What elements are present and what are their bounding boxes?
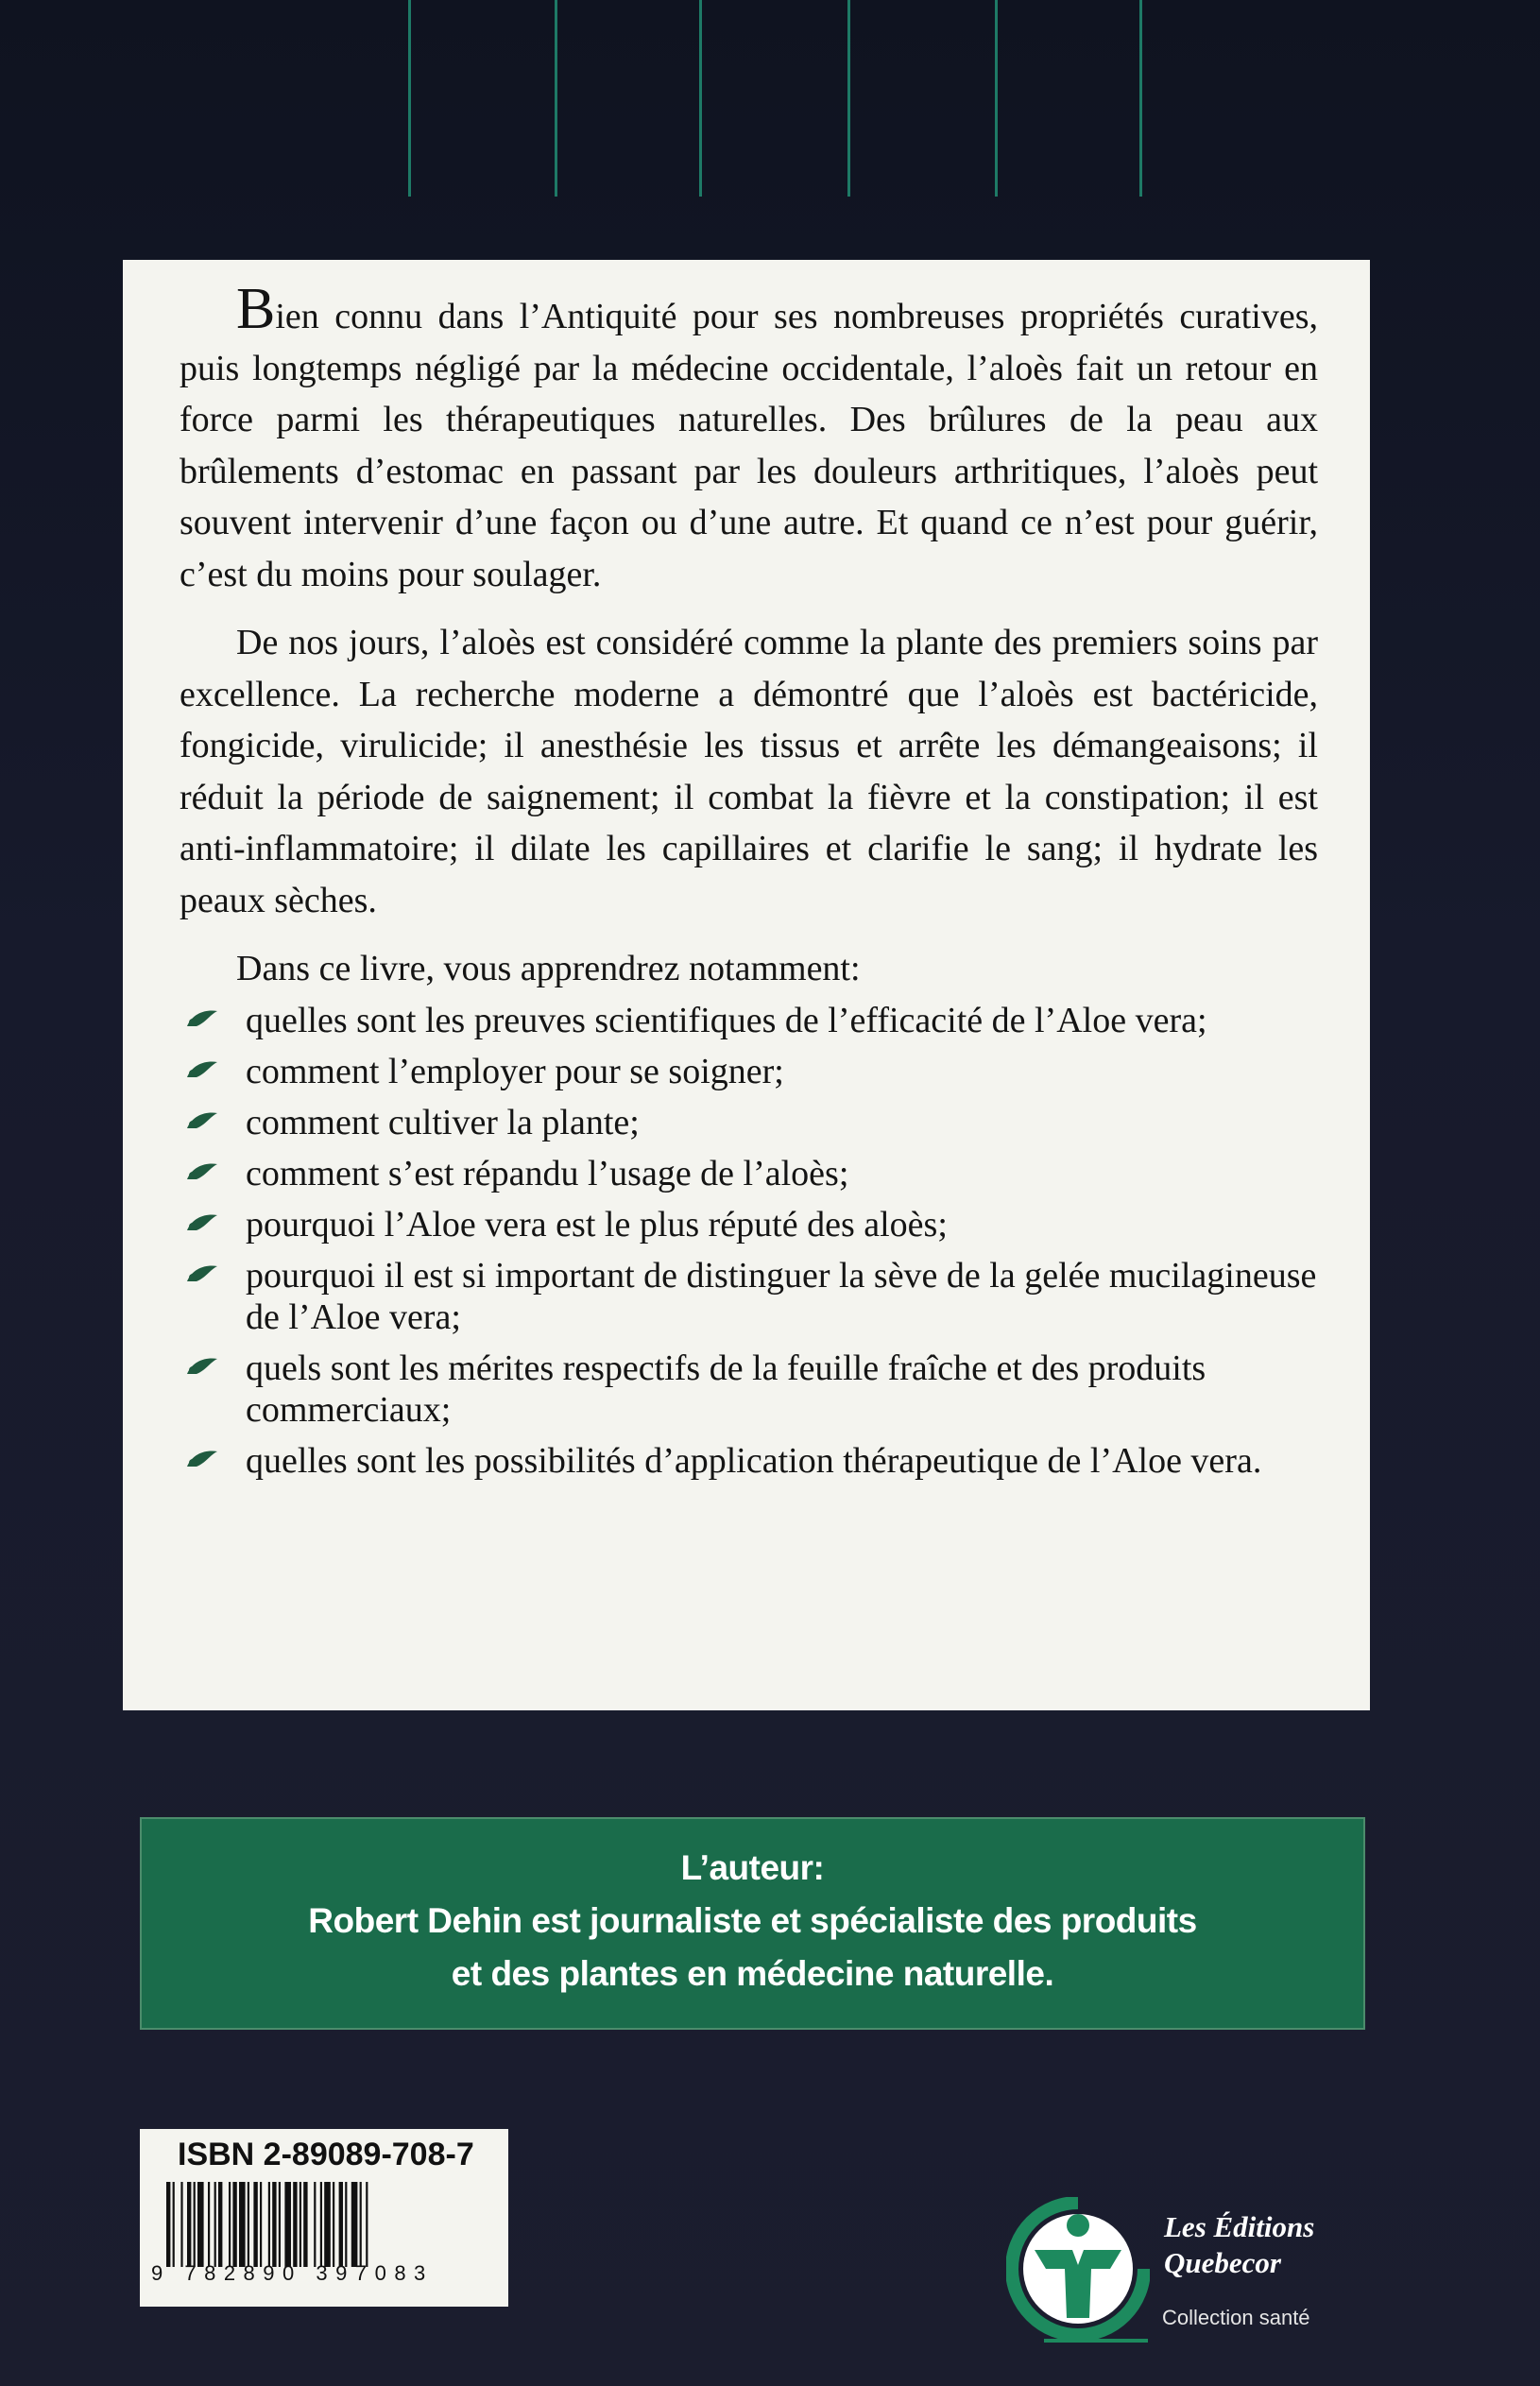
decorative-stripe [1139,0,1142,197]
list-item-text: quels sont les mérites respectifs de la feuille fraîche et des produits commerciaux; [246,1348,1206,1430]
list-item [180,1000,1318,1041]
list-item [180,1102,1318,1143]
publisher-name [1164,2209,1314,2281]
list-item [180,1440,1318,1482]
author-heading: L’auteur: [680,1848,825,1887]
decorative-stripe [408,0,411,197]
decorative-stripe [995,0,998,197]
leaf-bullet-icon [185,1446,219,1472]
list-item [180,1204,1318,1245]
barcode-box [140,2129,508,2307]
leaf-bullet-icon [185,1056,219,1083]
leaf-bullet-icon [185,1159,219,1185]
decorative-stripe [555,0,557,197]
topics-list [180,1000,1318,1482]
publisher-line: Quebecor [1164,2246,1281,2279]
description-paragraph-2: De nos jours, l’aloès est considéré comme la plante des premiers soins par excellence. La recherche moderne a démontré que l’aloès est bactéricide, fongicide, virulicide; il anesthésie les tissus et arrête les démangeaisons; il réduit la période de saignement; il combat la fièvre et la constipation; il est anti-inflammatoire; il dilate les capillaires et clarifie le sang; il hydrate les peaux sèches. [180,623,1318,920]
leaf-bullet-icon [185,1261,219,1287]
publisher-line: Les Éditions [1164,2210,1315,2243]
list-item-text: pourquoi il est si important de distinguer la sève de la gelée mucilagineuse de l’Aloe vera; [246,1256,1317,1337]
publisher-logo-icon [1006,2197,1150,2348]
list-item-text: comment l’employer pour se soigner; [246,1052,784,1091]
decorative-stripe [699,0,702,197]
paragraph-1-text: ien connu dans l’Antiquité pour ses nombreuses propriétés curatives, puis longtemps négligé par la médecine occidentale, l’aloès fait un retour en force parmi les thérapeutiques naturelles. Des brûlures de la peau aux brûlements d’estomac en passant par les douleurs arthritiques, l’aloès peut souvent intervenir d’une façon ou d’une autre. Et quand ce n’est pour guérir, c’est du moins pour soulager. [180,297,1318,594]
decorative-stripe [847,0,850,197]
list-item-text: comment cultiver la plante; [246,1103,640,1142]
barcode-icon [166,2182,492,2267]
description-panel [123,260,1370,1710]
leaf-bullet-icon [185,1107,219,1134]
list-item-text: quelles sont les preuves scientifiques de l’efficacité de l’Aloe vera; [246,1001,1207,1040]
leaf-bullet-icon [185,1210,219,1236]
drop-cap: B [236,277,276,341]
isbn-label: ISBN 2-89089-708-7 [178,2137,474,2172]
list-item [180,1153,1318,1194]
list-intro: Dans ce livre, vous apprendrez notamment: [236,949,861,988]
collection-name: Collection santé [1162,2306,1310,2329]
list-item [180,1347,1318,1431]
barcode-number: 9 782890 397083 [151,2261,434,2285]
leaf-bullet-icon [185,1353,219,1380]
leaf-bullet-icon [185,1005,219,1032]
list-item [180,1255,1318,1338]
description-paragraph-1 [180,277,1318,600]
author-bio-line: et des plantes en médecine naturelle. [451,1954,1054,1993]
author-bio-line: Robert Dehin est journaliste et spécialiste des produits [308,1901,1197,1940]
list-item [180,1051,1318,1092]
author-box [140,1817,1365,2030]
list-item-text: comment s’est répandu l’usage de l’aloès; [246,1154,849,1193]
list-item-text: pourquoi l’Aloe vera est le plus réputé des aloès; [246,1205,948,1244]
list-item-text: quelles sont les possibilités d’application thérapeutique de l’Aloe vera. [246,1441,1262,1481]
